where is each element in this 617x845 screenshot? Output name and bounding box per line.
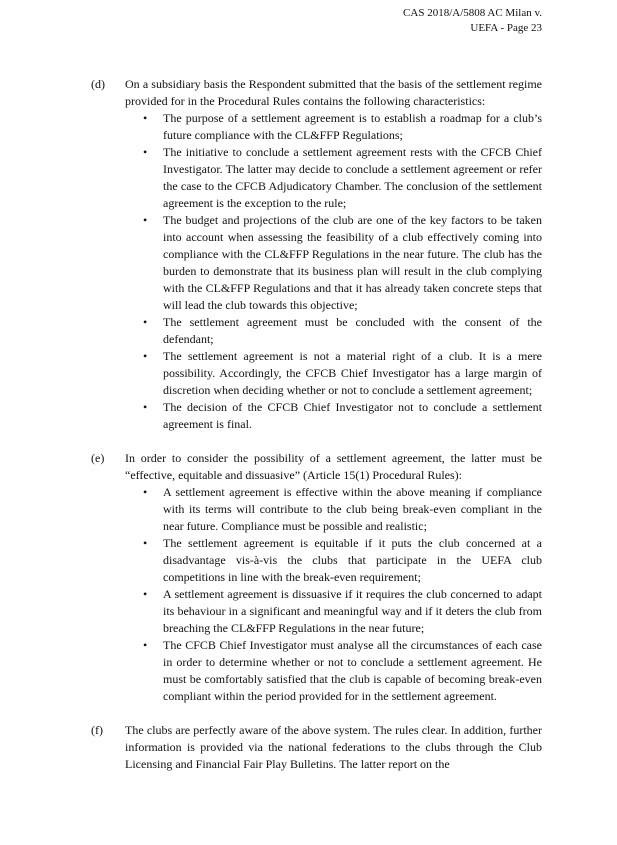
- document-body: [91, 76, 542, 773]
- bullet-text: The decision of the CFCB Chief Investigator not to conclude a settlement agreement is final.: [163, 400, 542, 431]
- bullet-icon: •: [143, 536, 148, 550]
- bullet-item: [125, 348, 542, 399]
- bullet-text: The CFCB Chief Investigator must analyse all the circumstances of each case in order to determine whether or not to conclude a settlement agreement. He must be comfortably satisfied that the club is capable of becoming break-even compliant within the period provided for in the settlement agreement.: [163, 638, 542, 703]
- bullet-icon: •: [143, 145, 148, 159]
- paragraph-e: [91, 450, 542, 705]
- paragraph-label: (e): [91, 451, 105, 465]
- bullet-text: A settlement agreement is effective within the above meaning if compliance with its terms will contribute to the club being break-even compliant in the near future. Compliance must be possible and realistic;: [163, 485, 542, 533]
- bullet-item: [125, 484, 542, 535]
- bullet-text: The settlement agreement is equitable if it puts the club concerned at a disadvantage vis-à-vis the clubs that participate in the UEFA club competitions in line with the break-even requirement;: [163, 536, 542, 584]
- bullet-text: The settlement agreement is not a material right of a club. It is a mere possibility. Accordingly, the CFCB Chief Investigator has a large margin of discretion when deciding whether or not to conclude a settlement agreement;: [163, 349, 542, 397]
- bullet-icon: •: [143, 587, 148, 601]
- bullet-item: [125, 110, 542, 144]
- bullet-item: [125, 399, 542, 433]
- bullet-item: [125, 637, 542, 705]
- header-page-number: UEFA - Page 23: [470, 21, 542, 34]
- bullet-item: [125, 144, 542, 212]
- bullet-item: [125, 314, 542, 348]
- bullet-icon: •: [143, 638, 148, 652]
- bullet-icon: •: [143, 485, 148, 499]
- paragraph-f: [91, 722, 542, 773]
- paragraph-text: In order to consider the possibility of a settlement agreement, the latter must be “effective, equitable and dissuasive” (Article 15(1) Procedural Rules):: [125, 451, 542, 482]
- bullet-text: The settlement agreement must be concluded with the consent of the defendant;: [163, 315, 542, 346]
- bullet-item: [125, 586, 542, 637]
- bullet-text: The purpose of a settlement agreement is to establish a roadmap for a club’s future compliance with the CL&FFP Regulations;: [163, 111, 542, 142]
- bullet-text: The budget and projections of the club are one of the key factors to be taken into account when assessing the feasibility of a club effectively coming into compliance with the CL&FFP Regulations in the near future. The club has the burden to demonstrate that its business plan will result in the club complying with the CL&FFP Regulations and that it has already taken concrete steps that will lead the club towards this objective;: [163, 213, 542, 312]
- bullet-list: [125, 110, 542, 433]
- bullet-text: A settlement agreement is dissuasive if it requires the club concerned to adapt its behaviour in a significant and meaningful way and if it deters the club from breaching the CL&FFP Regulations in the near future;: [163, 587, 542, 635]
- bullet-icon: •: [143, 111, 148, 125]
- paragraph-label: (f): [91, 723, 103, 737]
- bullet-icon: •: [143, 349, 148, 363]
- bullet-icon: •: [143, 400, 148, 414]
- paragraph-text: The clubs are perfectly aware of the above system. The rules clear. In addition, further information is provided via the national federations to the clubs through the Club Licensing and Financial Fair Play Bulletins. The latter report on the: [125, 723, 542, 771]
- bullet-list: [125, 484, 542, 705]
- page-header: [403, 6, 542, 35]
- paragraph-d: [91, 76, 542, 433]
- header-case-reference: CAS 2018/A/5808 AC Milan v.: [403, 7, 542, 19]
- bullet-item: [125, 535, 542, 586]
- bullet-icon: •: [143, 315, 148, 329]
- paragraph-label: (d): [91, 77, 105, 91]
- paragraph-text: On a subsidiary basis the Respondent submitted that the basis of the settlement regime provided for in the Procedural Rules contains the following characteristics:: [125, 77, 542, 108]
- bullet-text: The initiative to conclude a settlement agreement rests with the CFCB Chief Investigator. The latter may decide to conclude a settlement agreement or refer the case to the CFCB Adjudicatory Chamber. The conclusion of the settlement agreement is the exception to the rule;: [163, 145, 542, 210]
- bullet-item: [125, 212, 542, 314]
- bullet-icon: •: [143, 213, 148, 227]
